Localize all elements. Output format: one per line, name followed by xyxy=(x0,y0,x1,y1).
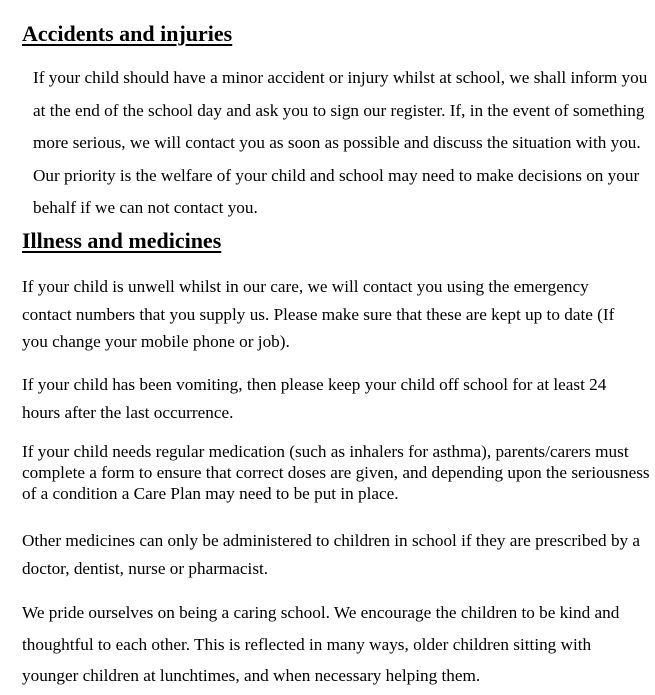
heading-illness-and-medicines: Illness and medicines xyxy=(22,228,222,253)
paragraph-caring-school: We pride ourselves on being a caring school. We encourage the children to be kind and thoughtful to each other. This is reflected in many ways, older children sitting with younger children at lunchtimes, and when necessary helping them. xyxy=(22,603,620,685)
paragraph-vomiting: If your child has been vomiting, then please keep your child off school for at least 24 hours after the last occurrence. xyxy=(22,375,607,422)
paragraph-unwell-contact: If your child is unwell whilst in our care, we will contact you using the emergency contact numbers that you supply us. Please make sure that these are kept up to date (If you change your mobile phone or job). xyxy=(22,277,615,351)
paragraph-accidents: If your child should have a minor accident or injury whilst at school, we shall inform you at the end of the school day and ask you to sign our register. If, in the event of something more serious, we will contact you as soon as possible and discuss the situation with you. Our priority is the welfare of your child and school may need to make decisions on your behalf if we can not contact you. xyxy=(33,68,648,218)
heading-accidents-and-injuries: Accidents and injuries xyxy=(22,21,233,46)
paragraph-regular-medication: If your child needs regular medication (such as inhalers for asthma), parents/carers must complete a form to ensure that correct doses are given, and depending upon the seriousness of a condition a Care Plan may need to be put in place. xyxy=(22,442,650,503)
paragraph-other-medicines: Other medicines can only be administered to children in school if they are prescribed by a doctor, dentist, nurse or pharmacist. xyxy=(22,531,641,578)
